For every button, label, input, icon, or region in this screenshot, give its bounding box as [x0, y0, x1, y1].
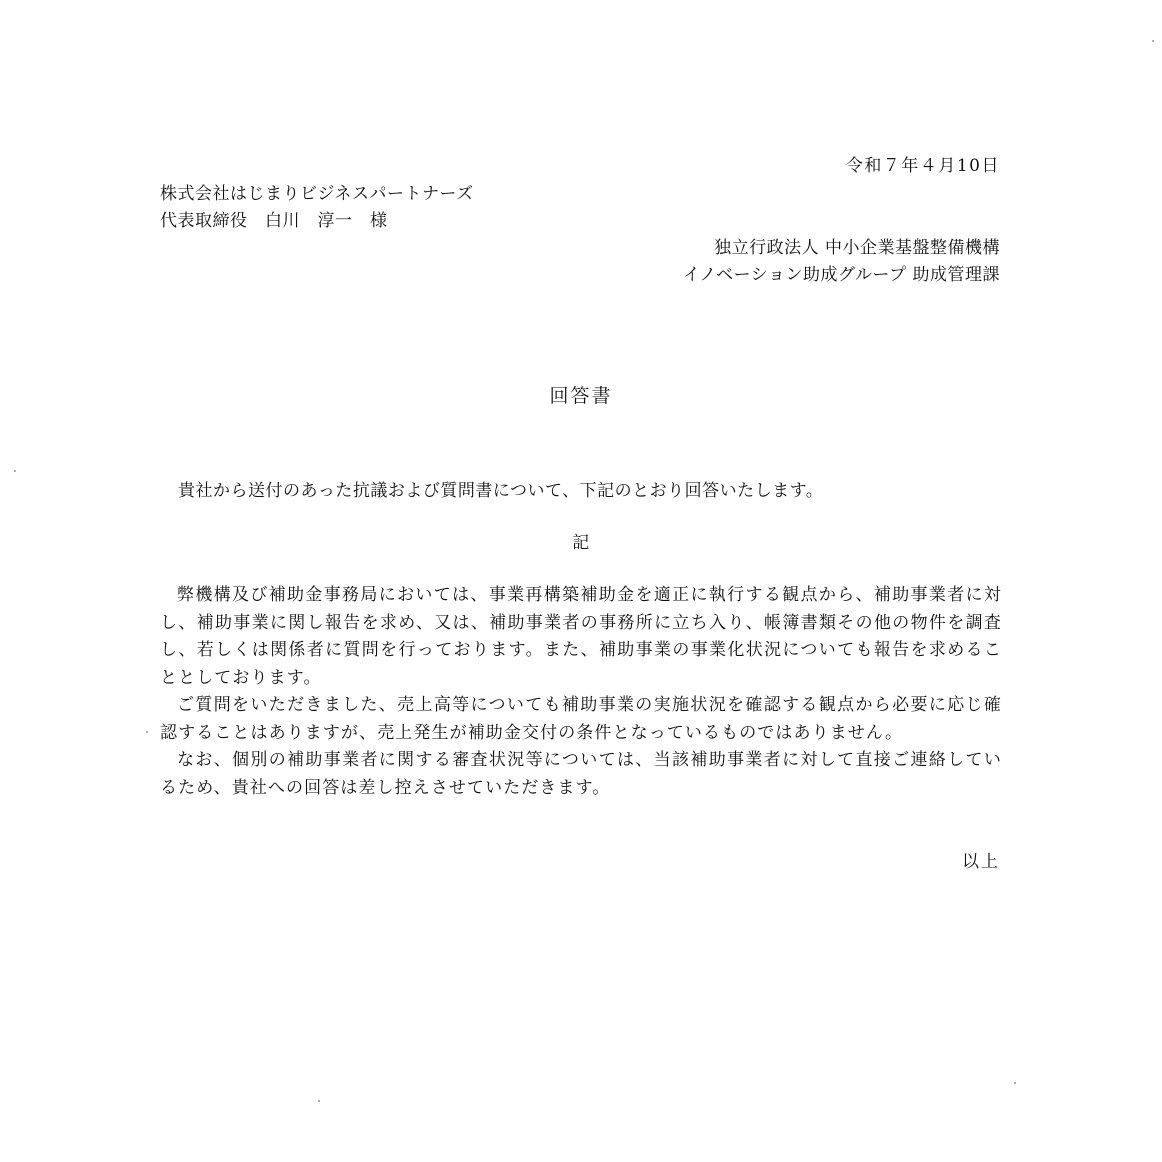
sender-department: イノベーション助成グループ 助成管理課 [682, 265, 1000, 285]
scan-speck [1152, 40, 1154, 42]
letter-date: 令和７年４月10日 [845, 156, 1000, 176]
body-paragraph-3: なお、個別の補助事業者に関する審査状況等については、当該補助事業者に対して直接ご連絡しているため、貴社への回答は差し控えさせていただきます。 [160, 750, 1002, 798]
scan-speck [146, 731, 148, 733]
scan-speck [318, 1100, 320, 1102]
recipient-person: 代表取締役 白川 淳一 様 [160, 211, 388, 231]
letter-body [160, 582, 1002, 802]
body-paragraph-2: ご質問をいただきました、売上高等についても補助事業の実施状況を確認する観点から必要に応じ確認することはありますが、売上発生が補助金交付の条件となっているものではありません。 [160, 695, 1002, 743]
scan-speck [1014, 1082, 1016, 1084]
scan-speck [14, 470, 16, 472]
ki-heading: 記 [572, 533, 590, 553]
document-title: 回答書 [549, 385, 613, 407]
recipient-company: 株式会社はじまりビジネスパートナーズ [160, 184, 474, 204]
closing-ijou: 以上 [962, 852, 1000, 872]
sender-organization: 独立行政法人 中小企業基盤整備機構 [714, 238, 1000, 258]
body-paragraph-1: 弊機構及び補助金事務局においては、事業再構築補助金を適正に執行する観点から、補助事業者に対し、補助事業に関し報告を求め、又は、補助事業者の事務所に立ち入り、帳簿書類その他の物件を調査し、若しくは関係者に質問を行っております。また、補助事業の事業化状況についても報告を求めることとしております。 [160, 585, 1002, 688]
intro-sentence: 貴社から送付のあった抗議および質問書について、下記のとおり回答いたします。 [178, 481, 824, 501]
